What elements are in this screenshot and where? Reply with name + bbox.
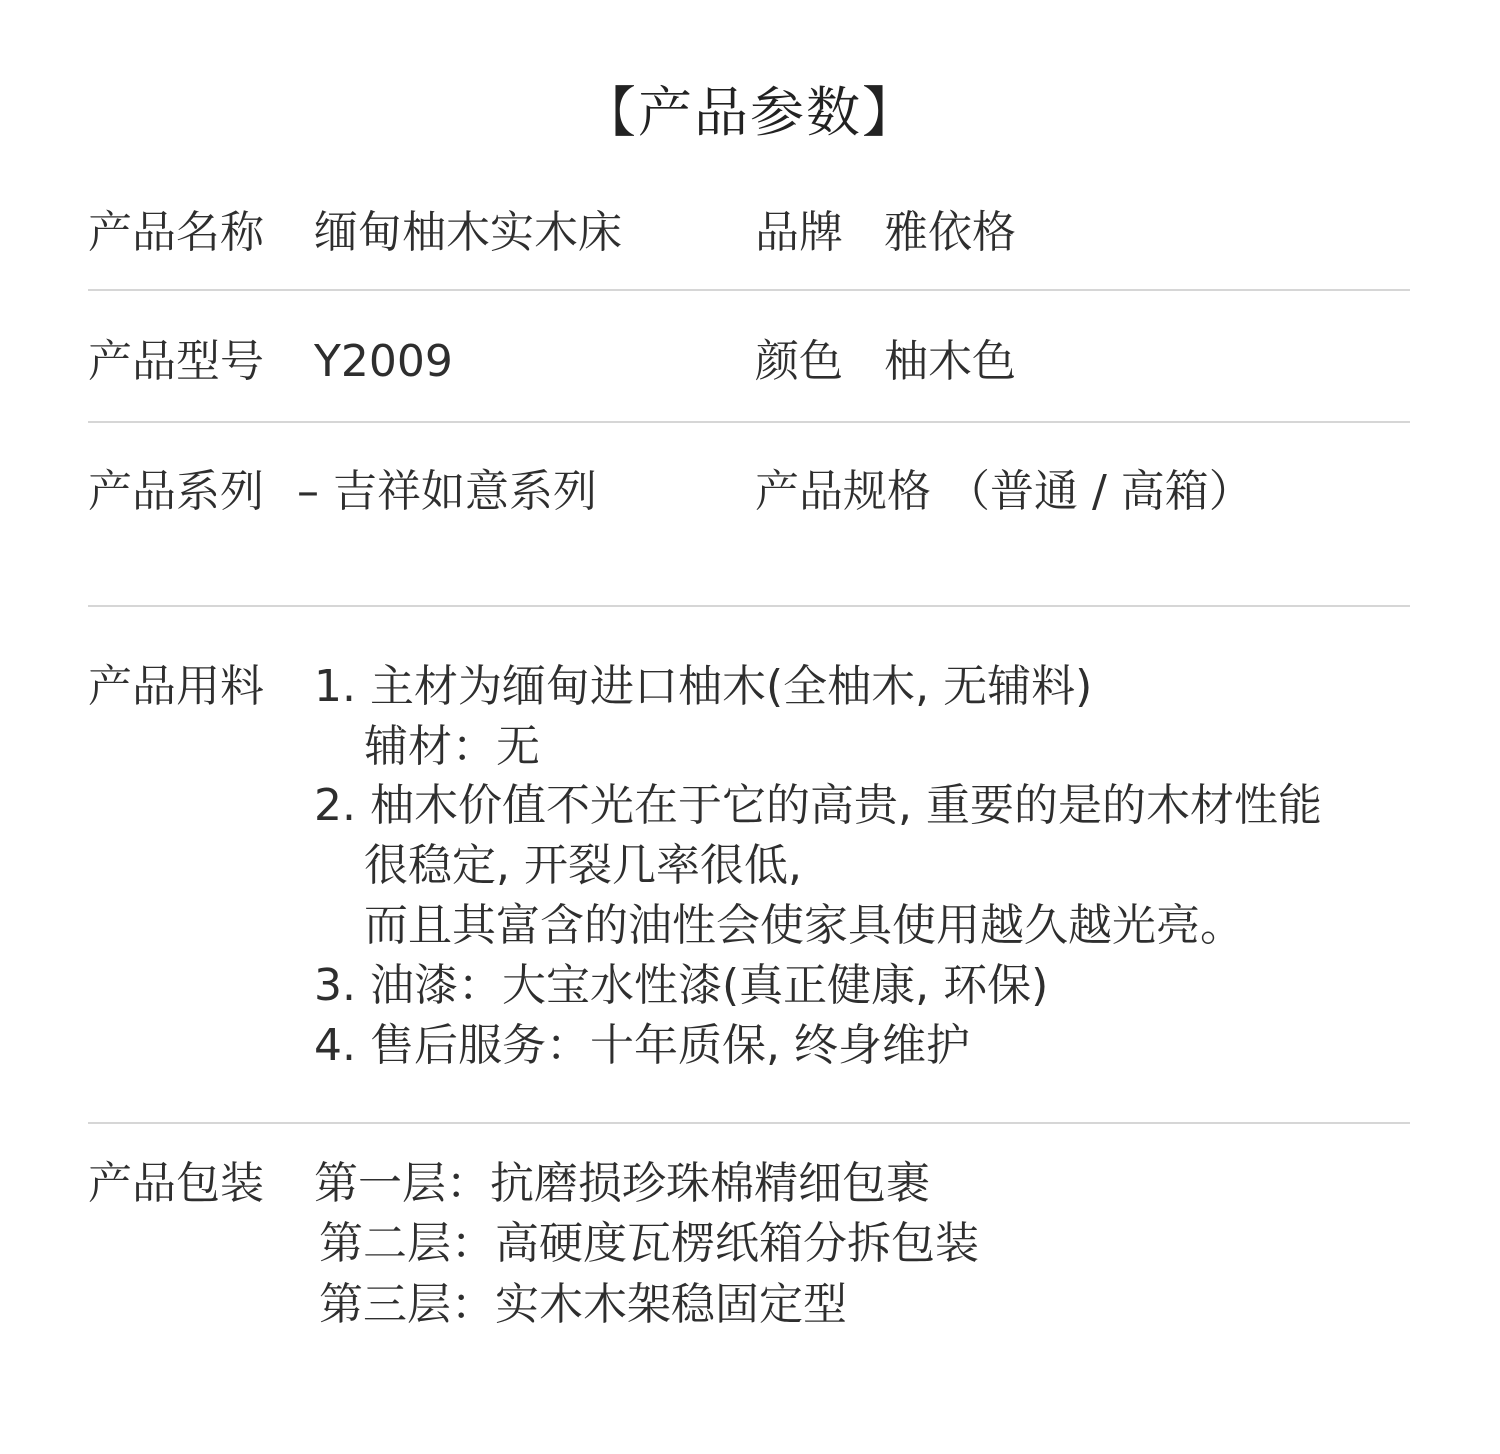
product-series-value: – 吉祥如意系列 (297, 466, 597, 517)
product-model-label: 产品型号 (88, 336, 264, 387)
divider (88, 1122, 1410, 1124)
materials-label: 产品用料 (88, 661, 264, 712)
materials-line: 4. 售后服务：十年质保, 终身维护 (314, 1020, 970, 1071)
packaging-line: 第三层：实木木架稳固定型 (319, 1279, 847, 1330)
product-spec-value: （普通 / 高箱） (946, 466, 1253, 517)
divider (88, 289, 1410, 291)
product-series-label: 产品系列 (88, 466, 264, 517)
divider (88, 605, 1410, 607)
packaging-label: 产品包装 (88, 1158, 264, 1209)
brand-label: 品牌 (755, 207, 843, 258)
product-spec-label: 产品规格 (755, 466, 931, 517)
product-name-label: 产品名称 (88, 207, 264, 258)
materials-line: 2. 柚木价值不光在于它的高贵, 重要的是的木材性能 (314, 780, 1322, 831)
page-title: 【产品参数】 (582, 81, 918, 144)
color-label: 颜色 (755, 336, 843, 387)
brand-value: 雅依格 (884, 207, 1016, 258)
product-model-value: Y2009 (314, 336, 453, 387)
materials-line: 1. 主材为缅甸进口柚木(全柚木, 无辅料) (314, 661, 1093, 712)
materials-line: 很稳定, 开裂几率很低, (364, 840, 802, 891)
materials-line: 3. 油漆：大宝水性漆(真正健康, 环保) (314, 960, 1049, 1011)
color-value: 柚木色 (884, 336, 1016, 387)
materials-line: 辅材：无 (364, 721, 540, 772)
materials-line: 而且其富含的油性会使家具使用越久越光亮。 (364, 900, 1244, 951)
product-name-value: 缅甸柚木实木床 (314, 207, 622, 258)
packaging-line: 第二层：高硬度瓦楞纸箱分拆包装 (319, 1218, 979, 1269)
packaging-line: 第一层：抗磨损珍珠棉精细包裹 (314, 1158, 930, 1209)
divider (88, 421, 1410, 423)
